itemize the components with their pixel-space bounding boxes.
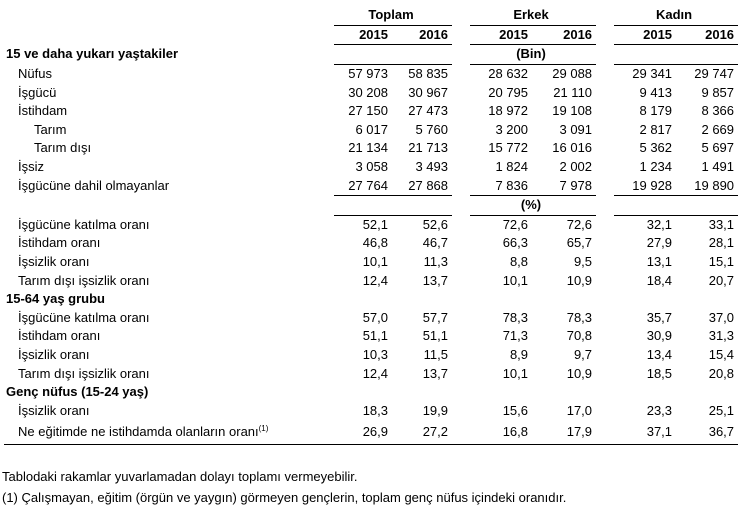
- value-cell: 70,8: [566, 328, 593, 344]
- value-cell: 29 341: [632, 66, 673, 82]
- value-cell: 13,7: [422, 272, 449, 288]
- column-gap: [452, 234, 470, 253]
- value-cell: 57,0: [362, 309, 388, 325]
- value-cell: 9,7: [573, 346, 593, 362]
- row-label-text: İstihdam oranı: [18, 328, 101, 344]
- row-label: [4, 64, 334, 83]
- value-cell: 78,3: [566, 309, 593, 325]
- column-gap: [596, 401, 614, 420]
- column-gap: [596, 176, 614, 195]
- value-cell: 8,9: [509, 346, 529, 362]
- unit-empty: [334, 45, 452, 65]
- value-cell: 31,3: [708, 328, 735, 344]
- value-cell: 20,7: [708, 272, 735, 288]
- section-title: 15 ve daha yukarı yaştakiler: [6, 46, 179, 62]
- value-cell: 12,4: [362, 365, 388, 381]
- year-header: 2015: [614, 25, 676, 45]
- value-cell: 29 747: [694, 66, 735, 82]
- value-cell: 71,3: [502, 328, 529, 344]
- column-gap: [452, 25, 470, 45]
- value-cell: 27,9: [646, 235, 673, 251]
- value-cell: 78,3: [502, 309, 529, 325]
- value-cell: 28 632: [488, 66, 529, 82]
- footnote-mark: (1): [258, 424, 269, 434]
- value-cell: 10,3: [362, 346, 388, 362]
- value-cell: 9 413: [639, 84, 673, 100]
- header-stub: [4, 6, 334, 25]
- value-cell: 17,0: [566, 402, 593, 418]
- row-label-text: İşsiz: [18, 159, 44, 175]
- value-cell: 15,4: [708, 346, 735, 362]
- value-cell: 9 857: [701, 84, 735, 100]
- value-cell: 8 366: [701, 103, 735, 119]
- value-cell: 27,2: [392, 420, 452, 445]
- column-gap: [596, 215, 614, 234]
- table-row: [4, 64, 738, 83]
- value-cell: 26,9: [334, 420, 392, 445]
- value-cell: 27 473: [408, 103, 449, 119]
- column-gap: [452, 102, 470, 121]
- column-gap: [452, 253, 470, 272]
- column-gap: [596, 346, 614, 365]
- value-cell: 72,6: [502, 216, 529, 232]
- value-cell: 10,9: [566, 272, 593, 288]
- value-cell: 3 493: [415, 159, 449, 175]
- value-cell: 19 108: [552, 103, 593, 119]
- column-gap: [596, 309, 614, 328]
- column-gap: [596, 64, 614, 83]
- section-title: Genç nüfus (15-24 yaş): [6, 384, 149, 400]
- group-header: Erkek: [470, 6, 596, 25]
- value-cell: 10,9: [566, 365, 593, 381]
- column-gap: [452, 271, 470, 290]
- row-label-text: Tarım dışı: [34, 140, 92, 156]
- section-row: [4, 290, 738, 309]
- group-header-row: [4, 6, 738, 25]
- value-cell: 10,1: [502, 272, 529, 288]
- value-cell: 18,3: [362, 402, 388, 418]
- row-label-text: İşsizlik oranı: [18, 346, 90, 362]
- table-row: [4, 121, 738, 140]
- value-cell: 58 835: [408, 66, 449, 82]
- table-row: [4, 253, 738, 272]
- footnote: (1) Çalışmayan, eğitim (örgün ve yaygın) görmeyen gençlerin, toplam genç nüfus içindeki oranıdır.: [2, 490, 567, 505]
- table-row: [4, 158, 738, 177]
- unit-label: (%): [470, 195, 596, 215]
- row-label: [4, 215, 334, 234]
- column-gap: [596, 420, 614, 445]
- value-cell: 18 972: [488, 103, 529, 119]
- row-label-text: İstihdam: [18, 103, 68, 119]
- value-cell: 20 795: [488, 84, 529, 100]
- table-row: [4, 401, 738, 420]
- value-cell: 5 362: [639, 140, 673, 156]
- row-label: [4, 121, 334, 140]
- row-label: [4, 309, 334, 328]
- value-cell: 57,7: [422, 309, 449, 325]
- column-gap: [596, 102, 614, 121]
- value-cell: 32,1: [646, 216, 673, 232]
- value-cell: 2 002: [559, 159, 593, 175]
- row-label: [4, 158, 334, 177]
- group-header: Kadın: [614, 6, 738, 25]
- column-gap: [596, 327, 614, 346]
- value-cell: 52,1: [362, 216, 388, 232]
- value-cell: 17,9: [532, 420, 596, 445]
- column-gap: [596, 83, 614, 102]
- year-header-row: [4, 25, 738, 45]
- header-stub: [4, 25, 334, 45]
- table-row: [4, 102, 738, 121]
- column-gap: [596, 6, 614, 25]
- column-gap: [452, 45, 470, 65]
- year-header: 2015: [470, 25, 532, 45]
- value-cell: 72,6: [566, 216, 593, 232]
- table-row: [4, 139, 738, 158]
- column-gap: [596, 364, 614, 383]
- value-cell: 21 713: [408, 140, 449, 156]
- value-cell: 25,1: [708, 402, 735, 418]
- value-cell: 19 928: [614, 176, 676, 195]
- value-cell: 15 772: [488, 140, 529, 156]
- column-gap: [596, 253, 614, 272]
- row-label-text: İşgücüne dahil olmayanlar: [18, 177, 170, 193]
- rounding-note: Tablodaki rakamlar yuvarlamadan dolayı toplamı vermeyebilir.: [2, 469, 358, 484]
- value-cell: 37,1: [614, 420, 676, 445]
- column-gap: [452, 6, 470, 25]
- value-cell: 9,5: [573, 254, 593, 270]
- row-label: [4, 102, 334, 121]
- row-label: [4, 253, 334, 272]
- value-cell: 33,1: [708, 216, 735, 232]
- value-cell: 11,5: [423, 346, 449, 362]
- value-cell: 30 208: [348, 84, 388, 100]
- value-cell: 57 973: [348, 66, 388, 82]
- section-row: [4, 383, 738, 402]
- row-label-text: İstihdam oranı: [18, 235, 101, 251]
- table-row: [4, 346, 738, 365]
- row-label-text: Tarım: [34, 121, 67, 137]
- column-gap: [452, 420, 470, 445]
- row-label-text: Tarım dışı işsizlik oranı: [18, 365, 150, 381]
- value-cell: 15,1: [708, 254, 735, 270]
- column-gap: [596, 195, 614, 215]
- table-row: [4, 215, 738, 234]
- labour-force-table: [4, 6, 738, 445]
- value-cell: 2 669: [701, 121, 735, 137]
- value-cell: 16 016: [552, 140, 593, 156]
- value-cell: 15,6: [502, 402, 529, 418]
- value-cell: 46,7: [422, 235, 449, 251]
- value-cell: 8,8: [509, 254, 529, 270]
- row-label: [4, 401, 334, 420]
- unit-label: (Bin): [470, 45, 596, 65]
- value-cell: 5 697: [701, 140, 735, 156]
- row-label-text: İşsizlik oranı: [18, 254, 90, 270]
- value-cell: 19 890: [676, 176, 738, 195]
- unit-empty: [614, 195, 738, 215]
- row-label: [4, 176, 334, 195]
- column-gap: [452, 121, 470, 140]
- table-row: [4, 176, 738, 195]
- column-gap: [452, 176, 470, 195]
- value-cell: 11,3: [423, 254, 449, 270]
- value-cell: 12,4: [362, 272, 388, 288]
- column-gap: [596, 45, 614, 65]
- value-cell: 8 179: [639, 103, 673, 119]
- value-cell: 13,7: [422, 365, 449, 381]
- column-gap: [596, 139, 614, 158]
- row-label-text: İşgücüne katılma oranı: [18, 216, 150, 232]
- row-label: [4, 234, 334, 253]
- group-header: Toplam: [334, 6, 452, 25]
- column-gap: [596, 158, 614, 177]
- column-gap: [452, 401, 470, 420]
- column-gap: [452, 64, 470, 83]
- value-cell: 30 967: [408, 84, 449, 100]
- value-cell: 37,0: [708, 309, 735, 325]
- table-row: [4, 420, 738, 445]
- row-label-text: Nüfus: [18, 65, 52, 81]
- value-cell: 10,1: [362, 254, 388, 270]
- section-title: 15-64 yaş grubu: [6, 291, 105, 307]
- row-label: [4, 364, 334, 383]
- value-cell: 27 764: [334, 176, 392, 195]
- column-gap: [596, 121, 614, 140]
- row-label-text: Ne eğitimde ne istihdamda olanların oranı: [18, 424, 259, 440]
- unit-row: [4, 195, 738, 215]
- row-label-text: Tarım dışı işsizlik oranı: [18, 272, 150, 288]
- column-gap: [452, 327, 470, 346]
- value-cell: 1 234: [639, 159, 673, 175]
- value-cell: 46,8: [362, 235, 388, 251]
- value-cell: 30,9: [646, 328, 673, 344]
- value-cell: 27 150: [348, 103, 388, 119]
- value-cell: 13,1: [646, 254, 673, 270]
- table-row: [4, 364, 738, 383]
- year-header: 2016: [532, 25, 596, 45]
- value-cell: 3 200: [495, 121, 529, 137]
- value-cell: 7 836: [470, 176, 532, 195]
- value-cell: 13,4: [646, 346, 673, 362]
- value-cell: 18,4: [646, 272, 673, 288]
- column-gap: [452, 309, 470, 328]
- column-gap: [452, 83, 470, 102]
- value-cell: 21 134: [348, 140, 388, 156]
- value-cell: 27 868: [392, 176, 452, 195]
- row-label: [4, 327, 334, 346]
- row-label: [4, 271, 334, 290]
- year-header: 2016: [392, 25, 452, 45]
- value-cell: 18,5: [646, 365, 673, 381]
- value-cell: 1 491: [701, 159, 735, 175]
- value-cell: 6 017: [355, 121, 388, 137]
- row-label: [4, 420, 334, 445]
- year-header: 2016: [676, 25, 738, 45]
- value-cell: 35,7: [646, 309, 673, 325]
- row-label: [4, 346, 334, 365]
- value-cell: 36,7: [676, 420, 738, 445]
- row-label-text: İşsizlik oranı: [18, 402, 90, 418]
- value-cell: 3 058: [355, 159, 388, 175]
- column-gap: [452, 346, 470, 365]
- year-header: 2015: [334, 25, 392, 45]
- value-cell: 51,1: [422, 328, 449, 344]
- table-row: [4, 327, 738, 346]
- value-cell: 5 760: [415, 121, 449, 137]
- row-label-text: İşgücüne katılma oranı: [18, 309, 150, 325]
- value-cell: 16,8: [470, 420, 532, 445]
- column-gap: [452, 158, 470, 177]
- value-cell: 20,8: [708, 365, 735, 381]
- table-row: [4, 309, 738, 328]
- table-row: [4, 234, 738, 253]
- value-cell: 65,7: [566, 235, 593, 251]
- unit-empty: [614, 45, 738, 65]
- value-cell: 28,1: [708, 235, 735, 251]
- column-gap: [452, 195, 470, 215]
- value-cell: 2 817: [639, 121, 673, 137]
- column-gap: [452, 139, 470, 158]
- row-label-text: İşgücü: [18, 84, 57, 100]
- column-gap: [596, 271, 614, 290]
- column-gap: [452, 364, 470, 383]
- table-row: [4, 83, 738, 102]
- unit-stub: [4, 195, 334, 215]
- row-label: [4, 83, 334, 102]
- value-cell: 23,3: [646, 402, 673, 418]
- value-cell: 19,9: [422, 402, 449, 418]
- value-cell: 51,1: [362, 328, 388, 344]
- value-cell: 52,6: [422, 216, 449, 232]
- value-cell: 10,1: [502, 365, 529, 381]
- value-cell: 21 110: [553, 84, 593, 100]
- column-gap: [452, 215, 470, 234]
- unit-empty: [334, 195, 452, 215]
- column-gap: [596, 25, 614, 45]
- section-row: [4, 45, 738, 65]
- value-cell: 29 088: [552, 66, 593, 82]
- column-gap: [596, 234, 614, 253]
- value-cell: 66,3: [502, 235, 529, 251]
- value-cell: 7 978: [532, 176, 596, 195]
- row-label: [4, 139, 334, 158]
- value-cell: 3 091: [559, 121, 593, 137]
- value-cell: 1 824: [495, 159, 529, 175]
- table-row: [4, 271, 738, 290]
